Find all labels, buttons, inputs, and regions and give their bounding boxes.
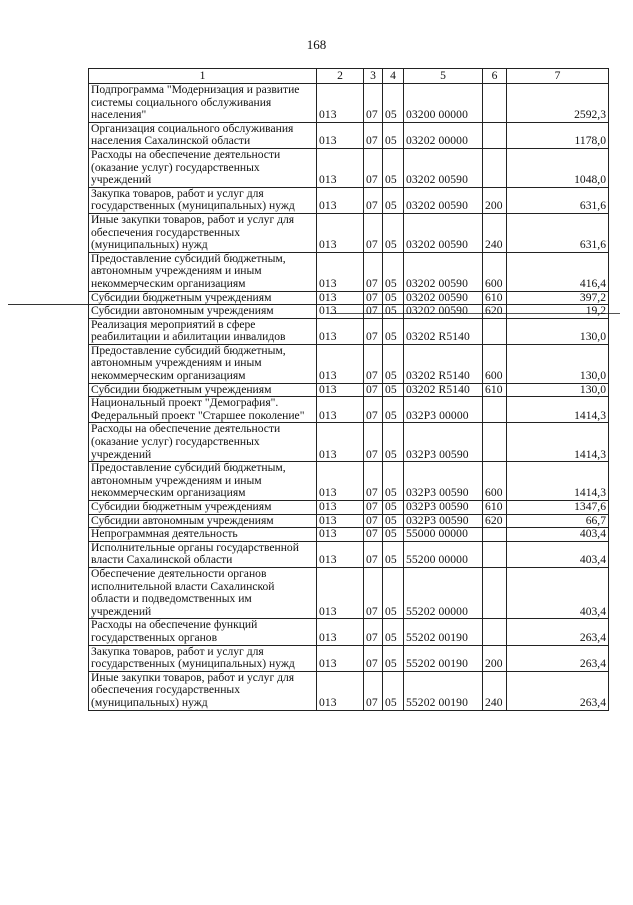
table-row xyxy=(89,528,609,542)
row-name-cell: Расходы на обеспечение функций государственных органов xyxy=(89,619,317,645)
section-cell: 07 xyxy=(364,383,383,397)
column-header: 2 xyxy=(317,69,364,84)
target-article-cell: 03202 00590 xyxy=(404,187,483,213)
ministry-code-cell: 013 xyxy=(317,423,364,462)
table-row xyxy=(89,397,609,423)
amount-cell: 397,2 xyxy=(507,291,609,305)
ministry-code-cell: 013 xyxy=(317,514,364,528)
amount-cell: 66,7 xyxy=(507,514,609,528)
row-name-cell: Предоставление субсидий бюджетным, автономным учреждениям и иным некоммерческим организациям xyxy=(89,462,317,501)
row-name-cell: Непрограммная деятельность xyxy=(89,528,317,542)
amount-cell: 263,4 xyxy=(507,645,609,671)
column-header: 7 xyxy=(507,69,609,84)
subsection-cell: 05 xyxy=(383,541,404,567)
table-header-row xyxy=(89,69,609,84)
expense-type-cell: 610 xyxy=(483,501,507,515)
row-name-cell: Субсидии бюджетным учреждениям xyxy=(89,501,317,515)
amount-cell: 403,4 xyxy=(507,541,609,567)
section-cell: 07 xyxy=(364,344,383,383)
table-row xyxy=(89,291,609,305)
amount-cell: 2592,3 xyxy=(507,84,609,123)
row-name-cell: Исполнительные органы государственной власти Сахалинской области xyxy=(89,541,317,567)
subsection-cell: 05 xyxy=(383,291,404,305)
amount-cell: 130,0 xyxy=(507,344,609,383)
target-article-cell: 03202 00590 xyxy=(404,305,483,319)
section-cell: 07 xyxy=(364,84,383,123)
ministry-code-cell: 013 xyxy=(317,619,364,645)
table-row xyxy=(89,671,609,710)
subsection-cell: 05 xyxy=(383,187,404,213)
row-name-cell: Иные закупки товаров, работ и услуг для обеспечения государственных (муниципальных) нужд xyxy=(89,671,317,710)
ministry-code-cell: 013 xyxy=(317,305,364,319)
expense-type-cell: 600 xyxy=(483,344,507,383)
section-cell: 07 xyxy=(364,423,383,462)
target-article-cell: 55202 00000 xyxy=(404,567,483,618)
target-article-cell: 03200 00000 xyxy=(404,84,483,123)
section-cell: 07 xyxy=(364,619,383,645)
ministry-code-cell: 013 xyxy=(317,318,364,344)
table-row xyxy=(89,462,609,501)
target-article-cell: 032P3 00000 xyxy=(404,397,483,423)
target-article-cell: 55000 00000 xyxy=(404,528,483,542)
ministry-code-cell: 013 xyxy=(317,567,364,618)
subsection-cell: 05 xyxy=(383,528,404,542)
column-header: 6 xyxy=(483,69,507,84)
target-article-cell: 03202 00000 xyxy=(404,122,483,148)
target-article-cell: 03202 R5140 xyxy=(404,344,483,383)
target-article-cell: 03202 R5140 xyxy=(404,383,483,397)
amount-cell: 631,6 xyxy=(507,187,609,213)
amount-cell: 130,0 xyxy=(507,318,609,344)
table-row xyxy=(89,344,609,383)
table-row xyxy=(89,514,609,528)
expense-type-cell xyxy=(483,84,507,123)
row-name-cell: Закупка товаров, работ и услуг для государственных (муниципальных) нужд xyxy=(89,187,317,213)
expense-type-cell xyxy=(483,541,507,567)
table-row xyxy=(89,187,609,213)
expense-type-cell: 610 xyxy=(483,383,507,397)
section-cell: 07 xyxy=(364,671,383,710)
row-name-cell: Расходы на обеспечение деятельности (оказание услуг) государственных учреждений xyxy=(89,423,317,462)
budget-table xyxy=(88,68,609,711)
table-row xyxy=(89,252,609,291)
ministry-code-cell: 013 xyxy=(317,397,364,423)
expense-type-cell: 620 xyxy=(483,305,507,319)
section-cell: 07 xyxy=(364,305,383,319)
expense-type-cell xyxy=(483,423,507,462)
expense-type-cell xyxy=(483,528,507,542)
expense-type-cell xyxy=(483,567,507,618)
row-name-cell: Субсидии бюджетным учреждениям xyxy=(89,291,317,305)
table-row xyxy=(89,567,609,618)
section-cell: 07 xyxy=(364,318,383,344)
amount-cell: 631,6 xyxy=(507,213,609,252)
amount-cell: 1178,0 xyxy=(507,122,609,148)
row-name-cell: Предоставление субсидий бюджетным, автономным учреждениям и иным некоммерческим организациям xyxy=(89,252,317,291)
ministry-code-cell: 013 xyxy=(317,383,364,397)
row-name-cell: Иные закупки товаров, работ и услуг для обеспечения государственных (муниципальных) нужд xyxy=(89,213,317,252)
column-header: 3 xyxy=(364,69,383,84)
subsection-cell: 05 xyxy=(383,514,404,528)
row-name-cell: Обеспечение деятельности органов исполнительной власти Сахалинской области и подведомственных им учреждений xyxy=(89,567,317,618)
ministry-code-cell: 013 xyxy=(317,462,364,501)
subsection-cell: 05 xyxy=(383,462,404,501)
amount-cell: 1048,0 xyxy=(507,148,609,187)
target-article-cell: 55202 00190 xyxy=(404,619,483,645)
ministry-code-cell: 013 xyxy=(317,252,364,291)
target-article-cell: 55200 00000 xyxy=(404,541,483,567)
subsection-cell: 05 xyxy=(383,252,404,291)
amount-cell: 1414,3 xyxy=(507,423,609,462)
subsection-cell: 05 xyxy=(383,148,404,187)
table-row xyxy=(89,501,609,515)
row-name-cell: Субсидии бюджетным учреждениям xyxy=(89,383,317,397)
target-article-cell: 032P3 00590 xyxy=(404,514,483,528)
table-row xyxy=(89,84,609,123)
table-row xyxy=(89,148,609,187)
ministry-code-cell: 013 xyxy=(317,291,364,305)
subsection-cell: 05 xyxy=(383,122,404,148)
row-name-cell: Реализация мероприятий в сфере реабилитации и абилитации инвалидов xyxy=(89,318,317,344)
table-row xyxy=(89,645,609,671)
subsection-cell: 05 xyxy=(383,501,404,515)
ministry-code-cell: 013 xyxy=(317,122,364,148)
table-row xyxy=(89,122,609,148)
table-row xyxy=(89,213,609,252)
section-cell: 07 xyxy=(364,528,383,542)
subsection-cell: 05 xyxy=(383,84,404,123)
expense-type-cell: 200 xyxy=(483,645,507,671)
ministry-code-cell: 013 xyxy=(317,148,364,187)
subsection-cell: 05 xyxy=(383,305,404,319)
table-row xyxy=(89,305,609,319)
row-name-cell: Субсидии автономным учреждениям xyxy=(89,514,317,528)
expense-type-cell: 240 xyxy=(483,671,507,710)
ministry-code-cell: 013 xyxy=(317,344,364,383)
column-header: 5 xyxy=(404,69,483,84)
subsection-cell: 05 xyxy=(383,567,404,618)
target-article-cell: 03202 00590 xyxy=(404,148,483,187)
column-header: 4 xyxy=(383,69,404,84)
subsection-cell: 05 xyxy=(383,619,404,645)
ministry-code-cell: 013 xyxy=(317,645,364,671)
amount-cell: 130,0 xyxy=(507,383,609,397)
expense-type-cell: 240 xyxy=(483,213,507,252)
amount-cell: 416,4 xyxy=(507,252,609,291)
ministry-code-cell: 013 xyxy=(317,84,364,123)
section-cell: 07 xyxy=(364,291,383,305)
expense-type-cell xyxy=(483,318,507,344)
row-name-cell: Подпрограмма "Модернизация и развитие системы социального обслуживания населения" xyxy=(89,84,317,123)
section-cell: 07 xyxy=(364,501,383,515)
subsection-cell: 05 xyxy=(383,423,404,462)
row-name-cell: Расходы на обеспечение деятельности (оказание услуг) государственных учреждений xyxy=(89,148,317,187)
amount-cell: 19,2 xyxy=(507,305,609,319)
amount-cell: 1414,3 xyxy=(507,462,609,501)
table-row xyxy=(89,619,609,645)
table-row xyxy=(89,423,609,462)
subsection-cell: 05 xyxy=(383,344,404,383)
section-cell: 07 xyxy=(364,397,383,423)
row-name-cell: Организация социального обслуживания населения Сахалинской области xyxy=(89,122,317,148)
expense-type-cell xyxy=(483,619,507,645)
row-name-cell: Национальный проект "Демография". Федеральный проект "Старшее поколение" xyxy=(89,397,317,423)
amount-cell: 1347,6 xyxy=(507,501,609,515)
subsection-cell: 05 xyxy=(383,645,404,671)
amount-cell: 403,4 xyxy=(507,567,609,618)
expense-type-cell: 610 xyxy=(483,291,507,305)
subsection-cell: 05 xyxy=(383,397,404,423)
target-article-cell: 55202 00190 xyxy=(404,645,483,671)
target-article-cell: 03202 R5140 xyxy=(404,318,483,344)
target-article-cell: 032P3 00590 xyxy=(404,423,483,462)
amount-cell: 403,4 xyxy=(507,528,609,542)
expense-type-cell: 620 xyxy=(483,514,507,528)
row-name-cell: Субсидии автономным учреждениям xyxy=(89,305,317,319)
row-name-cell: Закупка товаров, работ и услуг для государственных (муниципальных) нужд xyxy=(89,645,317,671)
subsection-cell: 05 xyxy=(383,383,404,397)
column-header: 1 xyxy=(89,69,317,84)
section-cell: 07 xyxy=(364,645,383,671)
page-number: 168 xyxy=(306,37,327,52)
expense-type-cell: 200 xyxy=(483,187,507,213)
ministry-code-cell: 013 xyxy=(317,187,364,213)
section-cell: 07 xyxy=(364,514,383,528)
section-cell: 07 xyxy=(364,567,383,618)
expense-type-cell: 600 xyxy=(483,462,507,501)
target-article-cell: 03202 00590 xyxy=(404,213,483,252)
target-article-cell: 032P3 00590 xyxy=(404,501,483,515)
section-cell: 07 xyxy=(364,213,383,252)
subsection-cell: 05 xyxy=(383,671,404,710)
table-row xyxy=(89,383,609,397)
section-cell: 07 xyxy=(364,252,383,291)
section-cell: 07 xyxy=(364,462,383,501)
ministry-code-cell: 013 xyxy=(317,541,364,567)
expense-type-cell: 600 xyxy=(483,252,507,291)
expense-type-cell xyxy=(483,397,507,423)
ministry-code-cell: 013 xyxy=(317,671,364,710)
target-article-cell: 55202 00190 xyxy=(404,671,483,710)
expense-type-cell xyxy=(483,148,507,187)
amount-cell: 263,4 xyxy=(507,619,609,645)
table-row xyxy=(89,318,609,344)
amount-cell: 263,4 xyxy=(507,671,609,710)
target-article-cell: 03202 00590 xyxy=(404,291,483,305)
section-cell: 07 xyxy=(364,122,383,148)
section-cell: 07 xyxy=(364,187,383,213)
ministry-code-cell: 013 xyxy=(317,528,364,542)
section-cell: 07 xyxy=(364,148,383,187)
table-row xyxy=(89,541,609,567)
subsection-cell: 05 xyxy=(383,213,404,252)
subsection-cell: 05 xyxy=(383,318,404,344)
amount-cell: 1414,3 xyxy=(507,397,609,423)
ministry-code-cell: 013 xyxy=(317,501,364,515)
expense-type-cell xyxy=(483,122,507,148)
section-cell: 07 xyxy=(364,541,383,567)
target-article-cell: 032P3 00590 xyxy=(404,462,483,501)
target-article-cell: 03202 00590 xyxy=(404,252,483,291)
row-name-cell: Предоставление субсидий бюджетным, автономным учреждениям и иным некоммерческим организациям xyxy=(89,344,317,383)
ministry-code-cell: 013 xyxy=(317,213,364,252)
